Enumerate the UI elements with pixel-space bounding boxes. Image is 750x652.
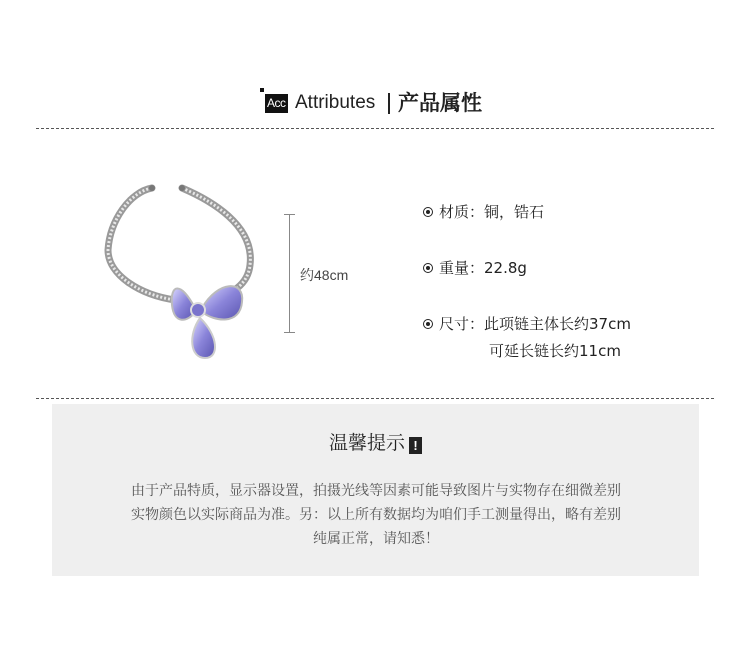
bullet-icon [423, 207, 433, 217]
header-dot-decoration [260, 88, 264, 92]
exclamation-icon: ! [409, 437, 422, 454]
bullet-icon [423, 263, 433, 273]
measure-label: 约48cm [300, 267, 349, 283]
bullet-icon [423, 319, 433, 329]
notice-title [52, 430, 699, 456]
attr-weight [423, 258, 527, 278]
attr-size-label: 尺寸： [439, 315, 485, 333]
attr-size-value-2: 可延长链长约11cm [489, 342, 621, 360]
section-header [0, 84, 750, 124]
measure-line [289, 214, 290, 332]
measure-cap-bottom [284, 332, 295, 333]
attr-size [423, 314, 631, 334]
attr-material [423, 202, 544, 222]
dashed-divider-top [36, 128, 714, 129]
notice-line: 纯属正常，请知悉！ [313, 531, 439, 547]
notice-panel [52, 404, 699, 576]
header-title-cn: 产品属性 [398, 91, 482, 115]
notice-body [76, 479, 676, 551]
dashed-divider-bottom [36, 398, 714, 399]
header-divider [388, 93, 390, 114]
notice-line: 实物颜色以实际商品为准。另：以上所有数据均为咱们手工测量得出，略有差别 [131, 507, 621, 523]
notice-title-text: 温馨提示 [328, 432, 405, 454]
attr-size-value: 此项链主体长约37cm [484, 315, 631, 333]
attr-material-value: 铜，锆石 [484, 203, 545, 221]
header-title-en: Attributes [295, 92, 376, 113]
attr-weight-label: 重量： [439, 259, 485, 277]
attr-material-label: 材质： [439, 203, 485, 221]
notice-line: 由于产品特质，显示器设置，拍摄光线等因素可能导致图片与实物存在细微差别 [131, 483, 621, 499]
necklace-image [100, 180, 270, 370]
attr-weight-value: 22.8g [484, 259, 527, 277]
header-badge: Acc [265, 94, 288, 113]
